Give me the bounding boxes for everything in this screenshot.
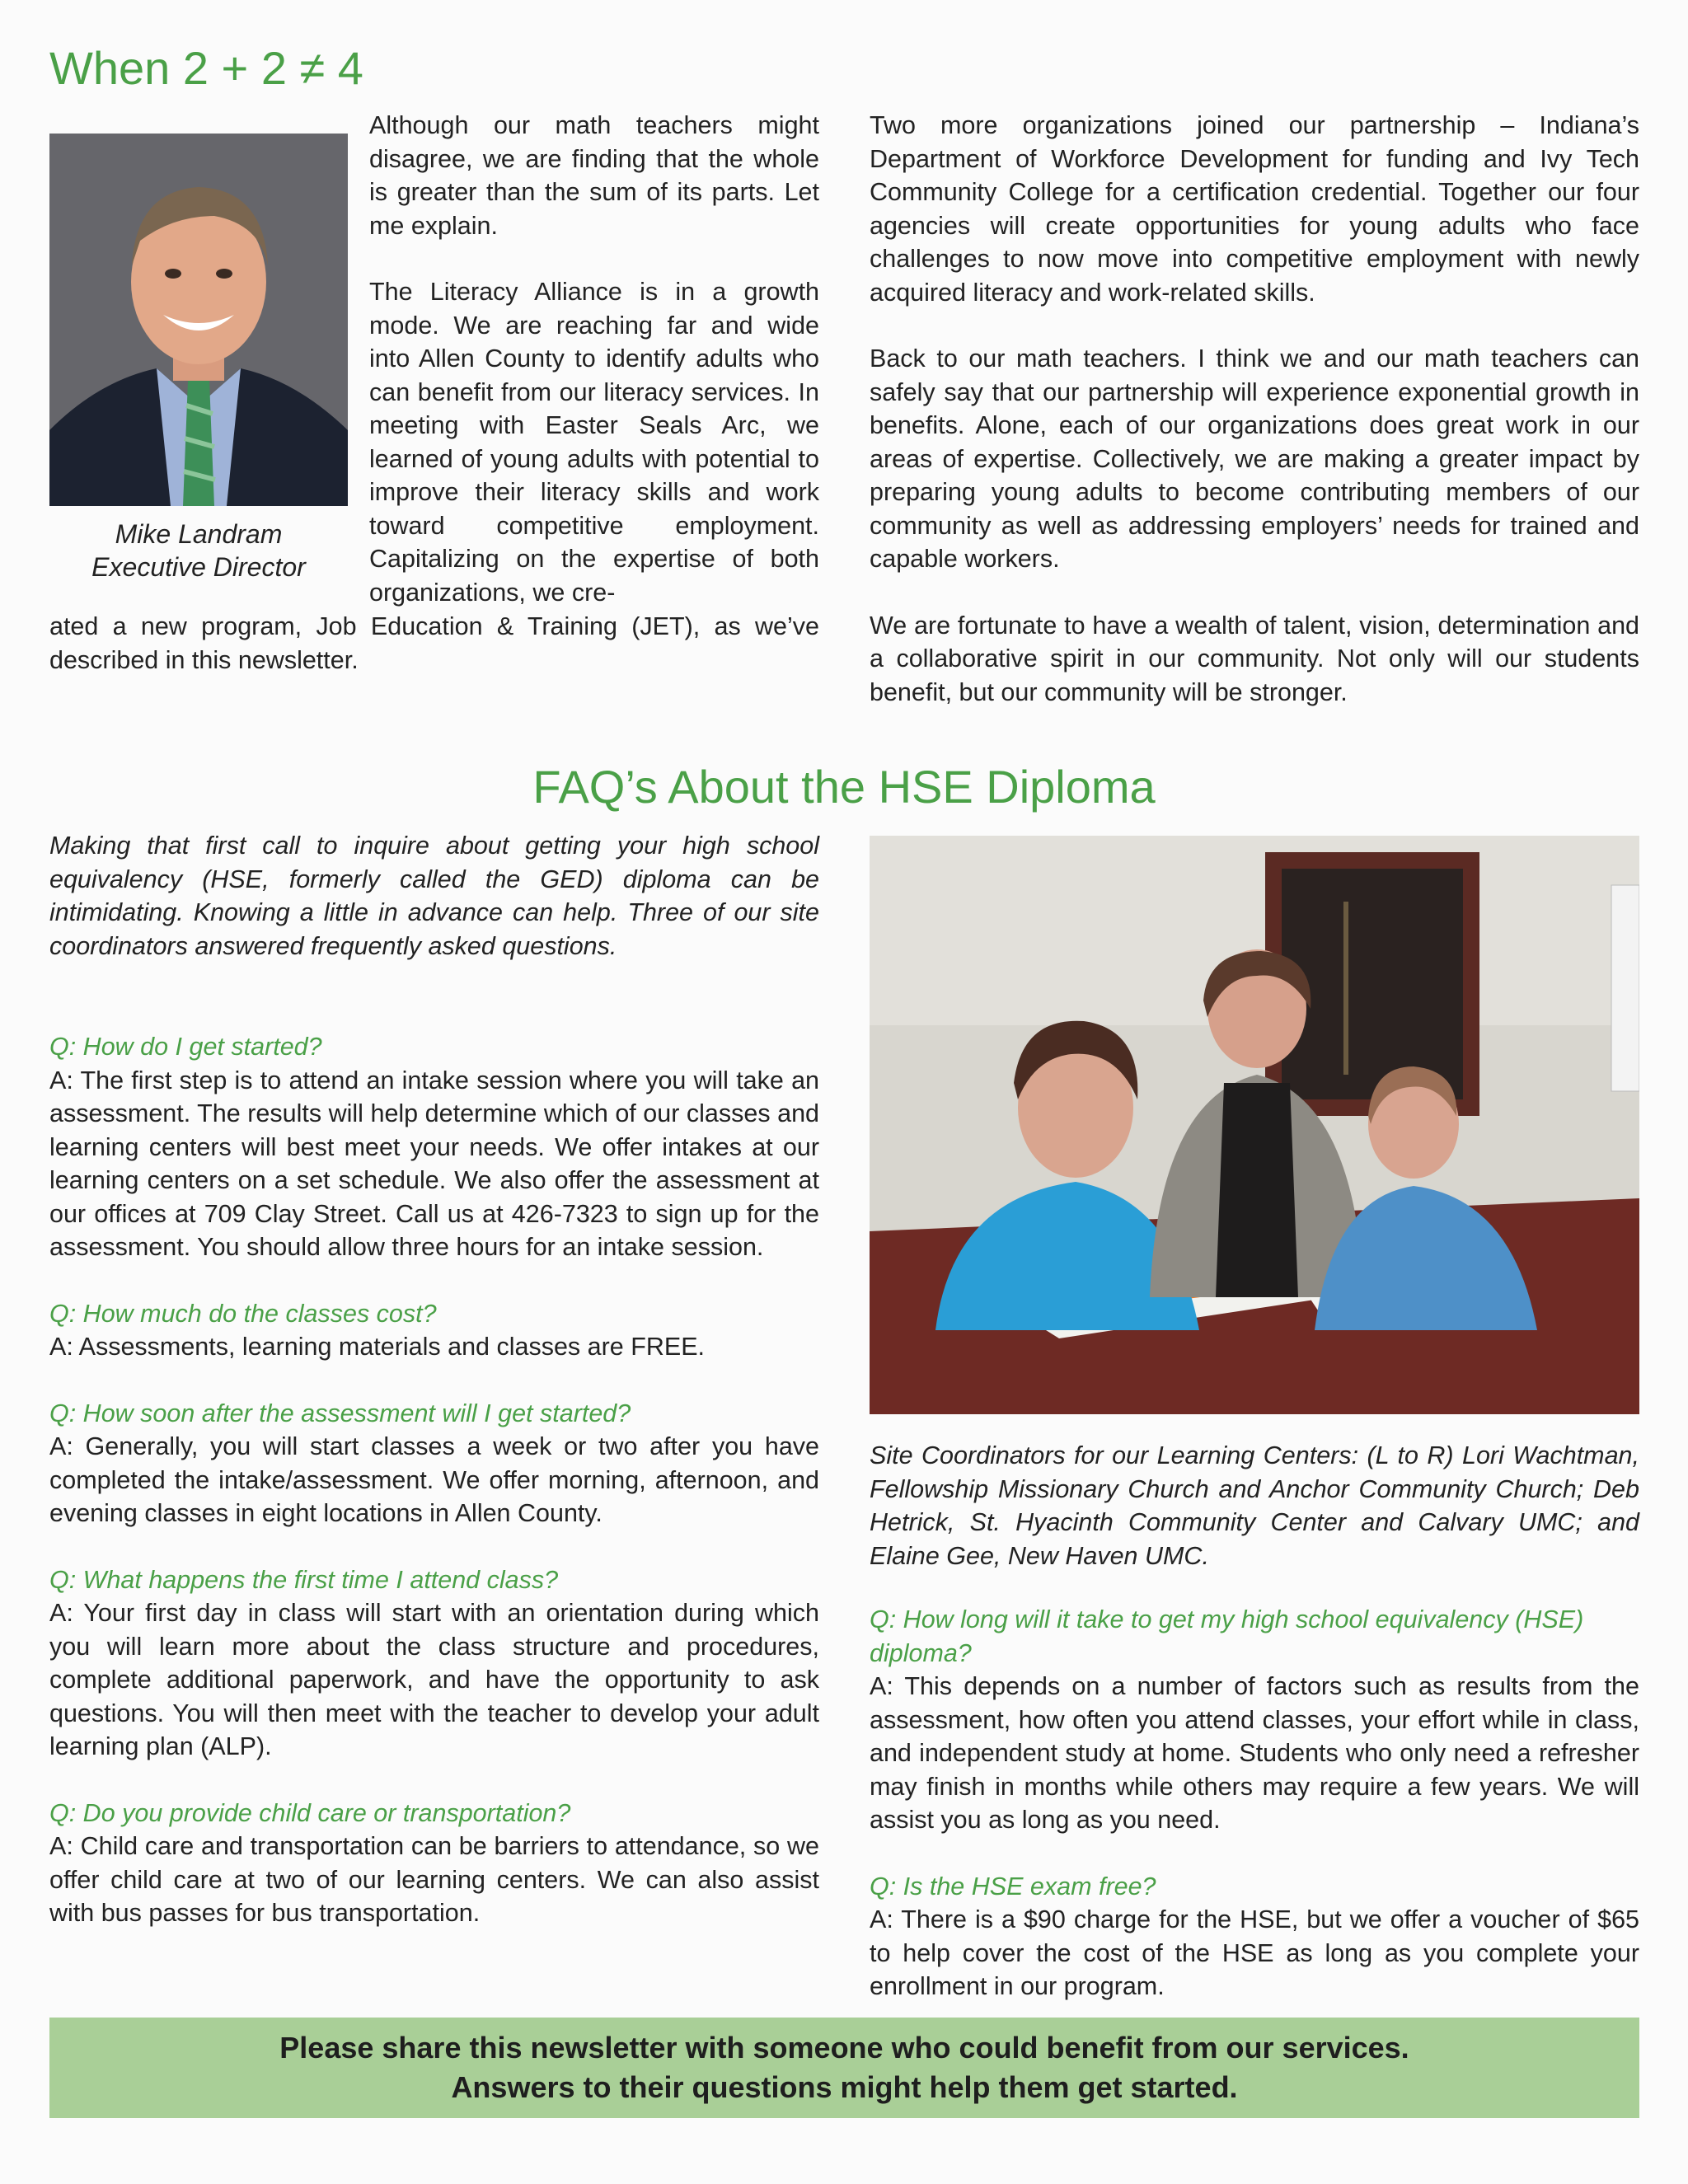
faq-question: Q: How do I get started? (49, 1033, 322, 1061)
faq-item (49, 1563, 819, 1764)
paragraph: The Literacy Alliance is in a growth mode. We are reaching far and wide into Allen County to identify adults who can benefit from our literacy services. In meeting with Easter Seals Arc, we learned of young adults with potential to improve their literacy skills and work toward competitive employment. Capitalizing on the expertise of both organizations, we cre- (369, 278, 819, 607)
paragraph: Back to our math teachers. I think we and our math teachers can safely say that our partnership will experience exponential growth in benefits. Alone, each of our organizations does great work in our areas of expertise. Collectively, we are making a greater impact by preparing young adults to become contributing members of our community as well as addressing employers’ needs for trained and capable workers. (870, 344, 1639, 573)
faq-title: FAQ’s About the HSE Diploma (532, 761, 1156, 813)
faq-answer: A: There is a $90 charge for the HSE, but we offer a voucher of $65 to help cover the cost of the HSE as long as you complete your enrollment in our program. (870, 1905, 1639, 2000)
article-right-column (870, 109, 1639, 709)
faq-item (49, 1030, 819, 1264)
faq-question: Q: How much do the classes cost? (49, 1299, 437, 1328)
faq-question: Q: Do you provide child care or transportation? (49, 1798, 571, 1827)
paragraph: ated a new program, Job Education & Training (JET), as we’ve described in this newsletter. (49, 612, 819, 674)
banner-line: Please share this newsletter with someone who could benefit from our services. (279, 2031, 1409, 2064)
caption-role: Executive Director (91, 552, 306, 582)
faq-answer: A: Generally, you will start classes a week or two after you have completed the intake/assessment. We offer morning, afternoon, and evening classes in eight locations in Allen County. (49, 1432, 819, 1527)
caption-name: Mike Landram (115, 519, 283, 549)
article-left-column (369, 109, 819, 609)
banner-line: Answers to their questions might help them get started. (451, 2070, 1238, 2104)
faq-question: Q: How long will it take to get my high school equivalency (HSE) diploma? (870, 1605, 1584, 1667)
faq-answer: A: Assessments, learning materials and classes are FREE. (49, 1333, 706, 1361)
faq-answer: A: Child care and transportation can be barriers to attendance, so we offer child care at two of our learning centers. We can also assist with bus passes for bus transportation. (49, 1832, 819, 1927)
faq-question: Q: What happens the first time I attend class? (49, 1565, 559, 1594)
article-left-continuation (49, 610, 819, 677)
faq-item (870, 1870, 1639, 2004)
paragraph: Two more organizations joined our partnership – Indiana’s Department of Workforce Development for funding and Ivy Tech Community College for a certification credential. Together our four agencies will create opportunities for young adults who face challenges to now move into competitive employment with newly acquired literacy and work-related skills. (870, 111, 1639, 307)
article-title: When 2 + 2 ≠ 4 (49, 42, 363, 94)
site-coordinators-photo (870, 836, 1639, 1414)
faq-left-column (49, 1030, 819, 1963)
paragraph: Although our math teachers might disagree, we are finding that the whole is greater than the sum of its parts. Let me explain. (369, 111, 819, 240)
faq-answer: A: This depends on a number of factors such as results from the assessment, how often you attend classes, your effort while in class, and independent study at home. Students who only need a refresher may finish in months while others may require a few years. We will assist you as long as you need. (870, 1672, 1639, 1834)
faq-right-column (870, 1603, 1639, 2036)
faq-answer: A: Your first day in class will start with an orientation during which you will learn more about the class structure and procedures, complete additional paperwork, and have the opportunity to ask questions. You will then meet with the teacher to develop your adult learning plan (ALP). (49, 1599, 819, 1760)
faq-question: Q: Is the HSE exam free? (870, 1872, 1156, 1900)
photo-caption (49, 518, 348, 583)
faq-item (870, 1603, 1639, 1837)
paragraph: We are fortunate to have a wealth of talent, vision, determination and a collaborative spirit in our community. Not only will our students benefit, but our community will be stronger. (870, 611, 1639, 706)
faq-item (49, 1297, 819, 1364)
faq-question: Q: How soon after the assessment will I get started? (49, 1399, 631, 1427)
faq-item (49, 1797, 819, 1930)
photo-caption: Site Coordinators for our Learning Centers: (L to R) Lori Wachtman, Fellowship Missionary Church and Anchor Community Church; Deb Hetrick, St. Hyacinth Community Center and Calvary UMC; and Elaine Gee, New Haven UMC. (870, 1441, 1639, 1570)
faq-item (49, 1397, 819, 1530)
faq-intro: Making that first call to inquire about getting your high school equivalency (HSE, formerly called the GED) diploma can be intimidating. Knowing a little in advance can help. Three of our site coordinators answered frequently asked questions. (49, 832, 819, 960)
executive-director-photo (49, 134, 348, 506)
share-banner (49, 2018, 1639, 2118)
faq-answer: A: The first step is to attend an intake session where you will take an assessment. The results will help determine which of our classes and learning centers will best meet your needs. We offer intakes at our learning centers on a set schedule. We also offer the assessment at our offices at 709 Clay Street. Call us at 426-7323 to sign up for the assessment. You should allow three hours for an intake session. (49, 1066, 819, 1261)
